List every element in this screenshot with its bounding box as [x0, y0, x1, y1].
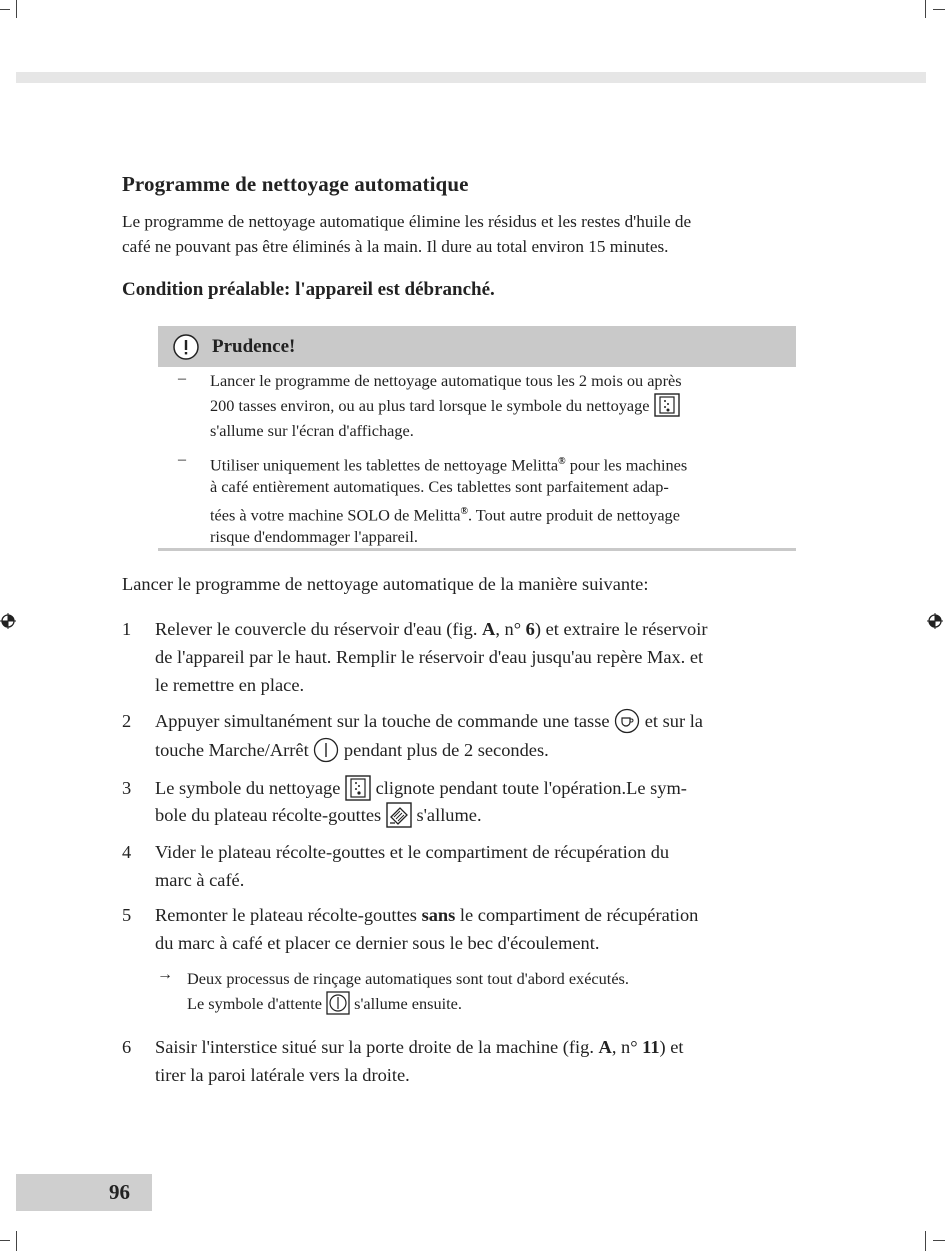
list-dash: – [178, 451, 186, 468]
exclamation-circle-icon [172, 333, 200, 361]
step-5-result-line-1: Deux processus de rinçage automatiques sont tout d'abord exécutés. [187, 969, 629, 988]
step-1-line-3: le remettre en place. [155, 675, 305, 695]
registration-mark-icon: ® [460, 506, 468, 517]
step-number: 5 [122, 905, 132, 925]
step-1-line-2: de l'appareil par le haut. Remplir le réservoir d'eau jusqu'au repère Max. et [155, 647, 704, 667]
step-6-line-1: Saisir l'interstice situé sur la porte droite de la machine (fig. A, n° 11) et [155, 1037, 684, 1057]
crop-mark-bottom-right-v [925, 1231, 926, 1251]
step-number: 3 [122, 778, 132, 798]
intro-paragraph-line-1: Le programme de nettoyage automatique élimine les résidus et les restes d'huile de [122, 212, 692, 231]
warning-item-2-line-3: tées à votre machine SOLO de Melitta®. Tout autre produit de nettoyage [210, 505, 680, 525]
crop-mark-top-left-v [16, 0, 17, 18]
warning-item-1-line-2: 200 tasses environ, ou au plus tard lorsque le symbole du nettoyage [210, 393, 800, 419]
step-2-line-2: touche Marche/Arrêt pendant plus de 2 secondes. [155, 737, 823, 765]
step-2-line-1: Appuyer simultanément sur la touche de commande une tasse et sur la [155, 708, 823, 736]
crop-mark-bottom-right-h [933, 1240, 945, 1241]
wait-icon [326, 991, 350, 1015]
warning-item-2-line-4: risque d'endommager l'appareil. [210, 527, 418, 546]
registration-mark-icon: ® [558, 456, 566, 467]
step-6-line-2: tirer la paroi latérale vers la droite. [155, 1065, 410, 1085]
crop-mark-top-left-h [0, 9, 10, 10]
precondition-heading: Condition préalable: l'appareil est débranché. [122, 279, 495, 300]
step-4-line-1: Vider le plateau récolte-gouttes et le compartiment de récupération du [155, 842, 670, 862]
step-1-line-1: Relever le couvercle du réservoir d'eau (fig. A, n° 6) et extraire le réservoir [155, 619, 708, 639]
step-5-line-2: du marc à café et placer ce dernier sous le bec d'écoulement. [155, 933, 600, 953]
step-number: 2 [122, 711, 132, 731]
list-dash: – [178, 370, 186, 387]
cleaning-symbol-icon [654, 393, 680, 417]
step-3-line-2: bole du plateau récolte-gouttes s'allume. [155, 802, 823, 830]
power-icon [313, 737, 339, 763]
procedure-intro: Lancer le programme de nettoyage automatique de la manière suivante: [122, 574, 649, 594]
crop-mark-bottom-left-v [16, 1231, 17, 1251]
warning-item-2-line-2: à café entièrement automatiques. Ces tablettes sont parfaitement adap- [210, 477, 669, 496]
intro-paragraph-line-2: café ne pouvant pas être éliminés à la main. Il dure au total environ 15 minutes. [122, 237, 669, 256]
warning-item-2-line-1: Utiliser uniquement les tablettes de nettoyage Melitta® pour les machines [210, 455, 688, 475]
crop-mark-top-right-v [925, 0, 926, 18]
step-number: 1 [122, 619, 132, 639]
result-arrow-icon: → [157, 966, 173, 983]
section-title: Programme de nettoyage automatique [122, 172, 469, 196]
step-5-line-1: Remonter le plateau récolte-gouttes sans le compartiment de récupération [155, 905, 699, 925]
registration-mark-icon [0, 613, 16, 629]
crop-mark-top-right-h [933, 9, 945, 10]
step-number: 6 [122, 1037, 132, 1057]
warning-bottom-rule [158, 548, 796, 551]
warning-label: Prudence! [212, 336, 296, 357]
warning-item-1-line-1: Lancer le programme de nettoyage automatique tous les 2 mois ou après [210, 371, 682, 390]
drip-tray-icon [386, 802, 412, 828]
step-5-result-line-2: Le symbole d'attente s'allume ensuite. [187, 991, 787, 1017]
step-4-line-2: marc à café. [155, 870, 245, 890]
page-number: 96 [109, 1180, 130, 1204]
cleaning-symbol-icon [345, 775, 371, 801]
warning-header [158, 326, 796, 367]
step-number: 4 [122, 842, 132, 862]
page-number-box [16, 1174, 152, 1211]
one-cup-icon [614, 708, 640, 734]
step-3-line-1: Le symbole du nettoyage clignote pendant toute l'opération.Le sym- [155, 775, 823, 803]
crop-mark-bottom-left-h [0, 1240, 10, 1241]
warning-item-1-line-3: s'allume sur l'écran d'affichage. [210, 421, 414, 440]
header-band [16, 72, 926, 83]
registration-mark-icon [927, 613, 943, 629]
